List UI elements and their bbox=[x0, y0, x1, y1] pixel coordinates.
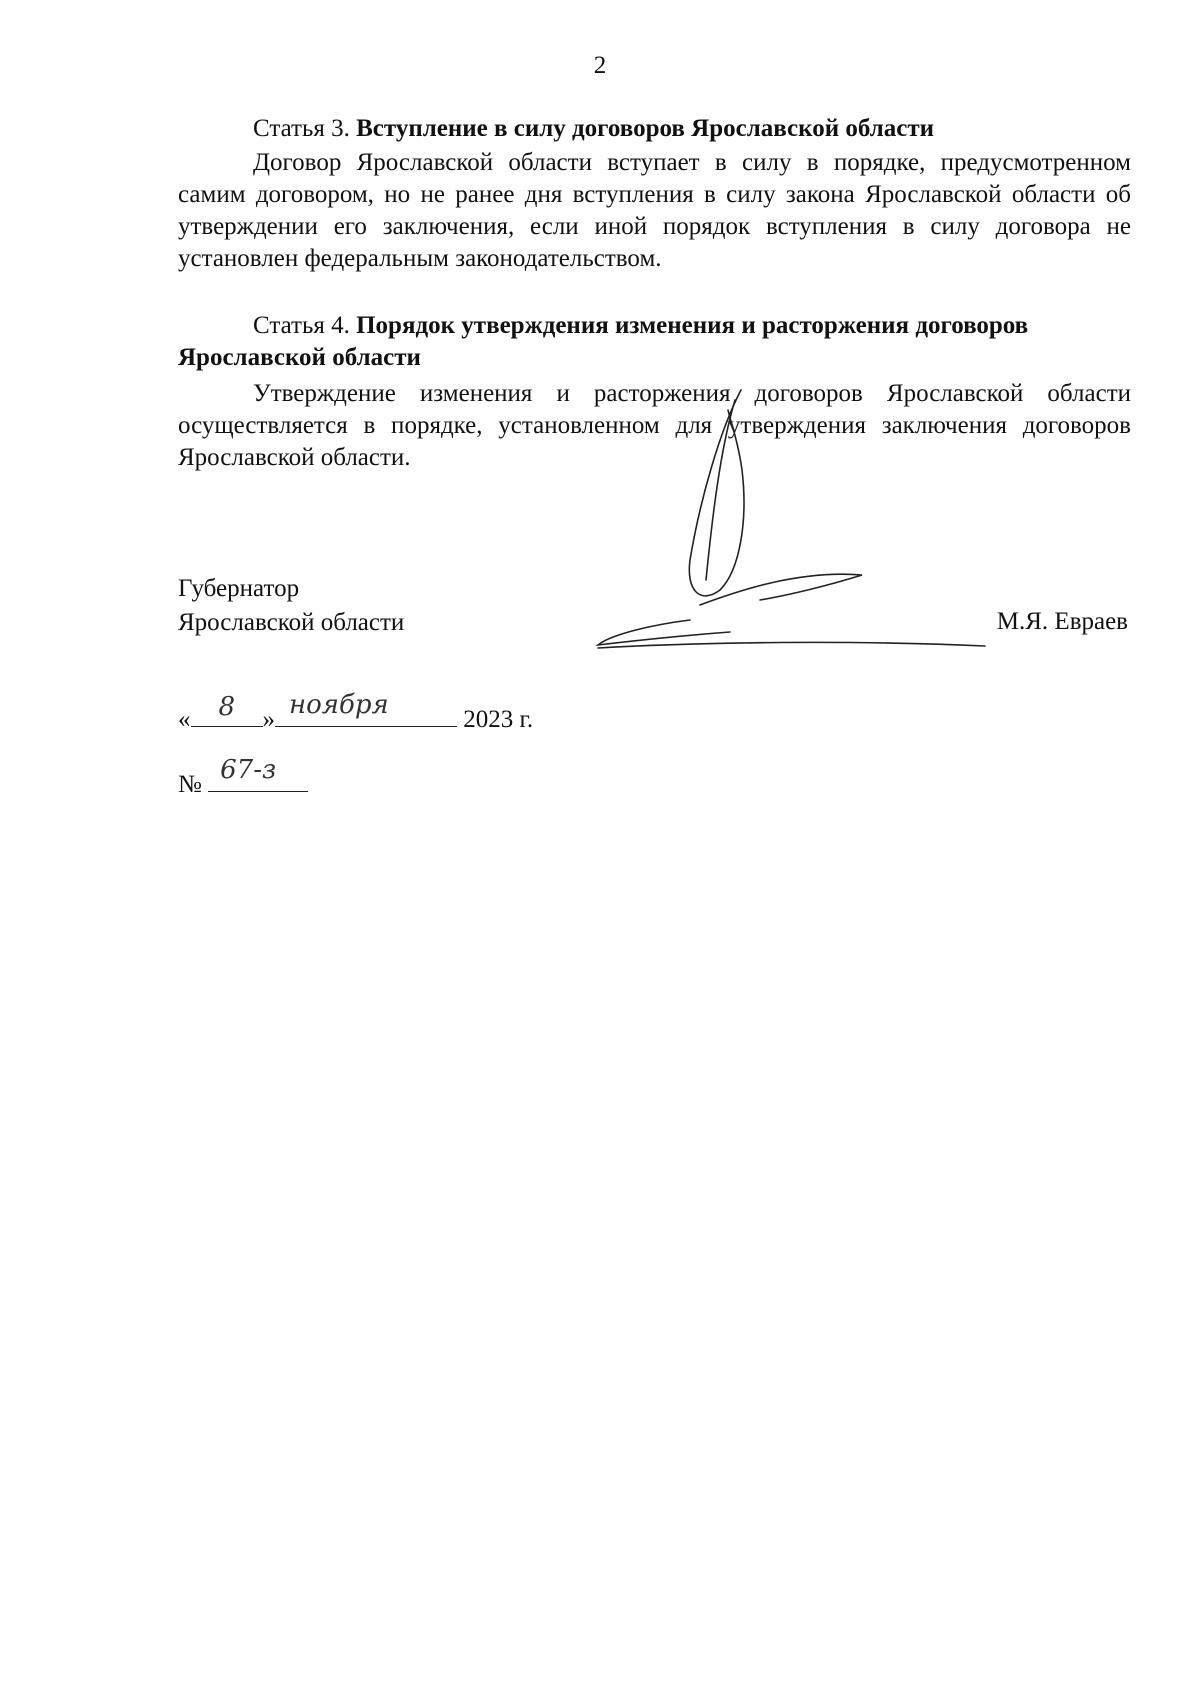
date-year: 2023 г. bbox=[463, 706, 534, 733]
date-month-field bbox=[275, 690, 457, 727]
page-number: 2 bbox=[593, 52, 607, 79]
article-4-title: Порядок утверждения изменения и расторжения договоров Ярославской области bbox=[178, 312, 1029, 371]
handwritten-signature bbox=[0, 0, 1200, 700]
signatory-name: М.Я. Евраев bbox=[996, 608, 1128, 635]
document-number-field bbox=[208, 755, 308, 792]
article-4-label: Статья 4. bbox=[253, 312, 350, 339]
date-open-quote: « bbox=[178, 706, 191, 733]
date-month-handwritten: ноября bbox=[289, 690, 389, 720]
date-day-handwritten: 8 bbox=[218, 692, 236, 722]
document-number-line bbox=[178, 755, 378, 803]
date-close-quote: » bbox=[262, 706, 275, 733]
article-4-text: Утверждение изменения и расторжения договоров Ярославской области осуществляется в порядке, установленном для утверждения заключения договоров Ярославской области. bbox=[178, 380, 1131, 471]
date-line bbox=[178, 690, 578, 738]
article-3-title: Вступление в силу договоров Ярославской области bbox=[356, 115, 935, 142]
signatory-position-line2: Ярославской области bbox=[178, 609, 405, 636]
signatory-position-line1: Губернатор bbox=[178, 575, 300, 602]
number-sign: № bbox=[178, 771, 202, 798]
document-number-handwritten: 67-з bbox=[220, 755, 277, 785]
date-day-field bbox=[191, 692, 263, 727]
article-3-text: Договор Ярославской области вступает в силу в порядке, предусмотренном самим договором, но не ранее дня вступления в силу закона Ярославской области об утверждении его заключения, если иной порядок вступления в силу договора не установлен федеральным законодательством. bbox=[178, 149, 1131, 272]
article-3-label: Статья 3. bbox=[253, 115, 350, 142]
